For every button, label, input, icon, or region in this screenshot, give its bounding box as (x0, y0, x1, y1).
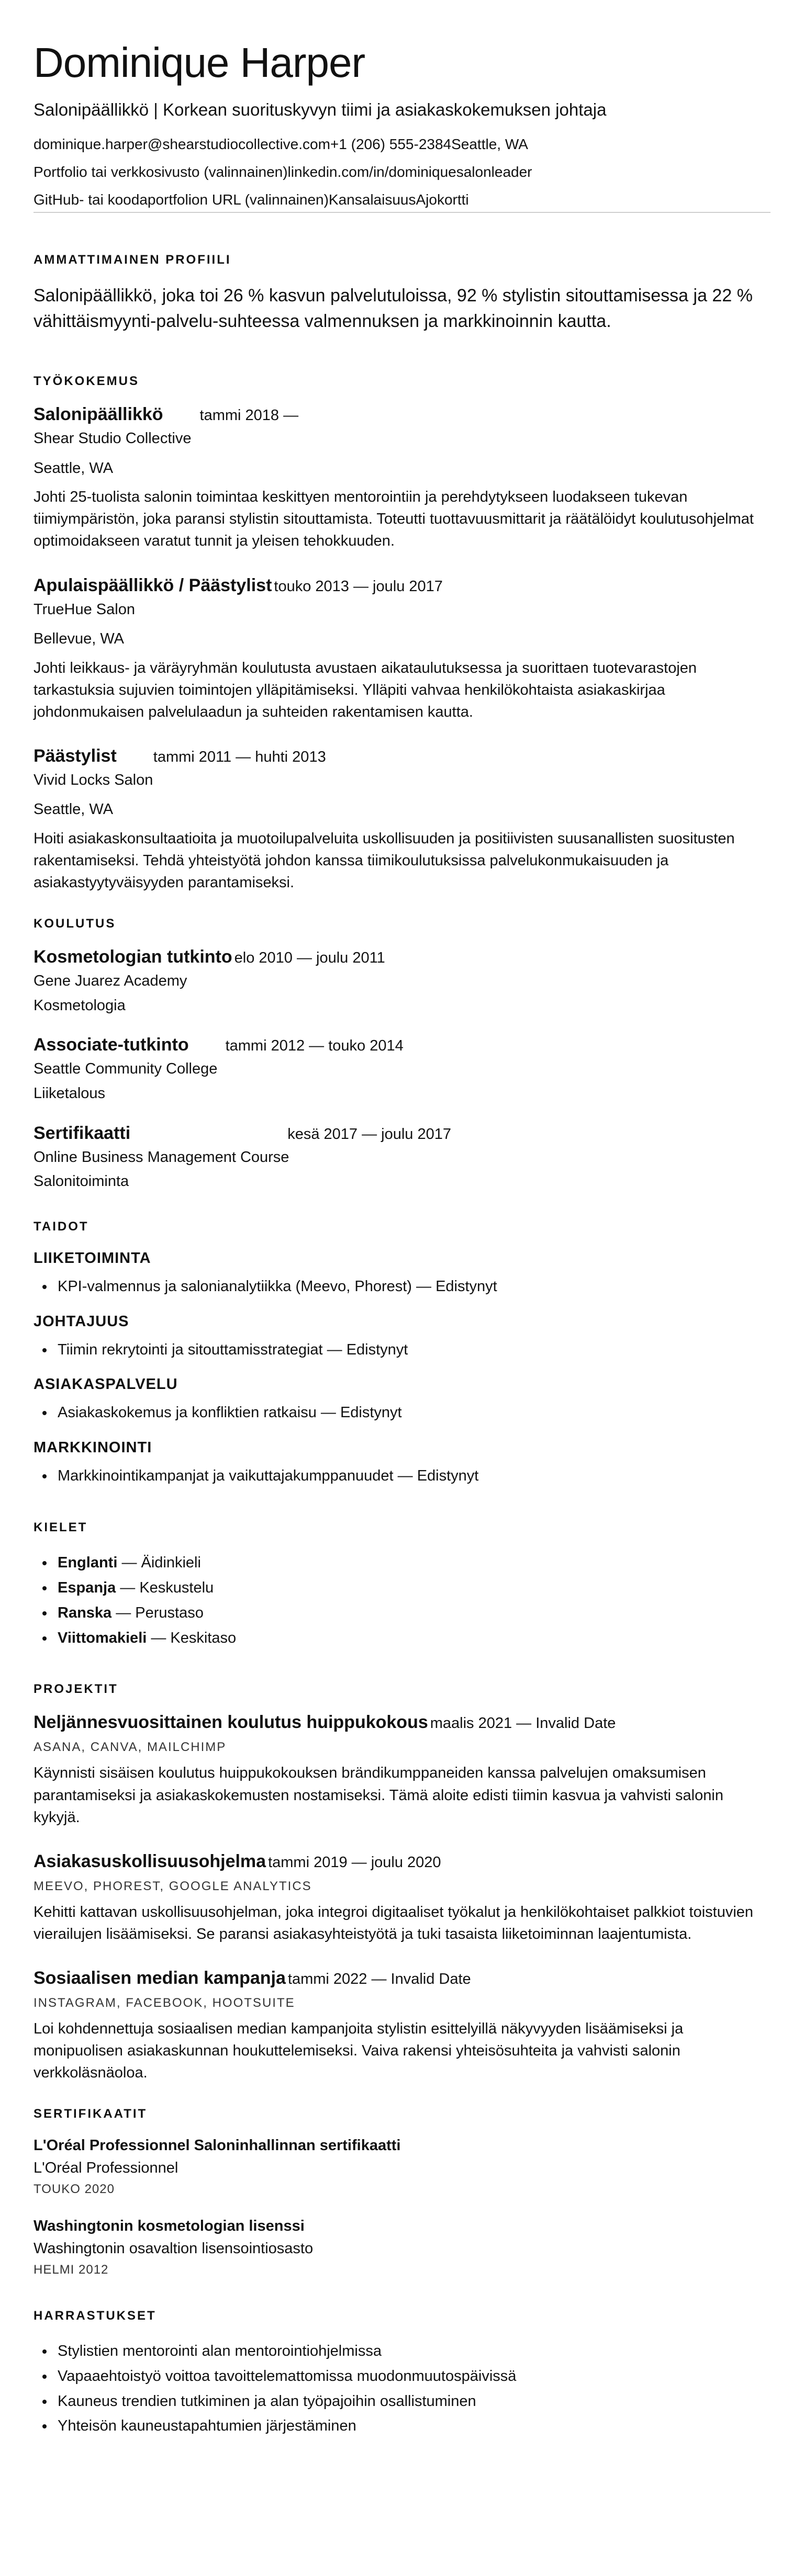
contact-line-github: GitHub- tai koodaportfolion URL (valinnainen)KansalaisuusAjokortti (34, 191, 469, 208)
project-date: tammi 2022 — Invalid Date (287, 1970, 471, 1987)
skill-item: • Markkinointikampanjat ja vaikuttajakumppanuudet — Edistynyt (54, 1464, 770, 1489)
contact-line-portfolio: Portfolio tai verkkosivusto (valinnainen)linkedin.com/in/dominiquesalonleader (34, 163, 532, 180)
hobby-list (34, 2339, 770, 2439)
language-name: Englanti (58, 1554, 118, 1572)
project-tech: ASANA, CANVA, MAILCHIMP (34, 1740, 227, 1755)
education-degree: Associate-tutkinto (34, 1035, 189, 1055)
certification-entry (34, 2218, 770, 2277)
section-title-languages: KIELET (34, 1520, 88, 1535)
project-list (34, 1712, 770, 2083)
header-divider (34, 212, 770, 213)
education-field: Salonitoiminta (34, 1173, 129, 1190)
education-field: Liiketalous (34, 1084, 106, 1102)
language-name: Viittomakieli (58, 1629, 147, 1646)
education-field: Kosmetologia (34, 997, 126, 1014)
skill-category: ASIAKASPALVELU (34, 1376, 178, 1393)
education-entry (34, 1035, 770, 1104)
education-school: Online Business Management Course (34, 1148, 289, 1166)
education-school: Gene Juarez Academy (34, 973, 187, 990)
education-entry (34, 1123, 770, 1192)
project-tech: MEEVO, PHOREST, GOOGLE ANALYTICS (34, 1879, 312, 1893)
project-name: Sosiaalisen median kampanja (34, 1968, 286, 1988)
certification-issuer: L'Oréal Professionnel (34, 2159, 178, 2176)
certification-date: HELMI 2012 (34, 2262, 109, 2277)
hobby-item: • Stylistien mentorointi alan mentorointiohjelmissa (54, 2339, 770, 2364)
hobby-item: • Vapaaehtoistyö voittoa tavoittelemattomissa muodonmuutospäivissä (54, 2364, 770, 2389)
language-item (54, 1601, 770, 1626)
hobby-item: • Yhteisön kauneustapahtumien järjestäminen (54, 2414, 770, 2439)
project-entry (34, 1851, 770, 1945)
experience-company: TrueHue Salon (34, 601, 135, 618)
skill-item: • KPI-valmennus ja salonianalytiikka (Meevo, Phorest) — Edistynyt (54, 1274, 770, 1300)
education-date: kesä 2017 — joulu 2017 (287, 1125, 451, 1143)
experience-description: Hoiti asiakaskonsultaatioita ja muotoilupalveluita uskollisuuden ja positiivisten suusanallisten suositusten rakentamiseksi. Tehdä yhteistyötä johdon kanssa tiimikoulutuksissa palvelukonmukaisuuden ja asiakastyytyväisyyden parantamiseksi. (34, 830, 735, 891)
project-entry (34, 1712, 770, 1828)
section-title-profile: AMMATTIMAINEN PROFIILI (34, 252, 231, 267)
certification-entry (34, 2137, 770, 2197)
project-date: tammi 2019 — joulu 2020 (268, 1854, 441, 1871)
experience-location: Seattle, WA (34, 801, 114, 818)
skills-list (34, 1250, 770, 1489)
project-name: Neljännesvuosittainen koulutus huippukokous (34, 1712, 428, 1733)
certification-date: TOUKO 2020 (34, 2182, 115, 2196)
language-name: Espanja (58, 1579, 116, 1596)
experience-entry (34, 575, 770, 723)
education-list (34, 947, 770, 1192)
skill-category: JOHTAJUUS (34, 1313, 129, 1330)
education-degree: Kosmetologian tutkinto (34, 947, 232, 967)
candidate-subtitle: Salonipäällikkö | Korkean suorituskyvyn tiimi ja asiakaskokemuksen johtaja (34, 100, 607, 119)
skill-category: MARKKINOINTI (34, 1439, 152, 1456)
contact-line-email-phone-location: dominique.harper@shearstudiocollective.com+1 (206) 555-2384Seattle, WA (34, 135, 528, 152)
language-item (54, 1551, 770, 1576)
experience-description: Johti leikkaus- ja väräyryhmän koulutusta avustaen aikataulutuksessa ja suorittaen tuotevarastojen tarkastuksia sujuvien toimintojen ylläpitämiseksi. Ylläpiti vahvaa henkilökohtaista asiakaskirjaa johdonmukaisen palvelulaadun ja suhteiden rakentamisen kautta. (34, 659, 697, 720)
certification-name: L'Oréal Professionnel Saloninhallinnan sertifikaatti (34, 2137, 401, 2154)
candidate-name: Dominique Harper (34, 39, 365, 86)
project-tech: INSTAGRAM, FACEBOOK, HOOTSUITE (34, 1995, 295, 2010)
experience-role: Salonipäällikkö (34, 404, 163, 425)
skill-category: LIIKETOIMINTA (34, 1249, 151, 1267)
language-item (54, 1576, 770, 1601)
project-date: maalis 2021 — Invalid Date (430, 1715, 616, 1732)
language-level: — Keskitaso (147, 1629, 237, 1646)
section-title-projects: PROJEKTIT (34, 1682, 118, 1697)
education-date: tammi 2012 — touko 2014 (225, 1037, 404, 1055)
education-date: elo 2010 — joulu 2011 (234, 950, 385, 967)
project-name: Asiakasuskollisuusohjelma (34, 1851, 266, 1871)
education-entry (34, 947, 770, 1016)
language-list (34, 1551, 770, 1651)
skill-item: • Tiimin rekrytointi ja sitouttamisstrategiat — Edistynyt (54, 1338, 770, 1363)
project-description: Kehitti kattavan uskollisuusohjelman, joka integroi digitaaliset työkalut ja henkilökohtaiset palkkiot toistuvien vierailujen lisäämiseksi. Se paransi asiakasyhteistyötä ja tuki tasaista liiketoiminnan laajentumista. (34, 1903, 754, 1942)
certification-list (34, 2137, 770, 2277)
project-description: Loi kohdennettuja sosiaalisen median kampanjoita stylistin esittelyillä näkyvyyden lisäämiseksi ja monipuolisen asiakaskunnan houkuttelemiseksi. Vaiva rakensi yhteisösuhteita ja vahvisti salonin verkkoläsnäoloa. (34, 2020, 684, 2081)
experience-location: Bellevue, WA (34, 630, 124, 648)
language-level: — Keskustelu (116, 1579, 214, 1596)
project-entry (34, 1968, 770, 2084)
experience-description: Johti 25-tuolista salonin toimintaa keskittyen mentorointiin ja perehdytykseen luodakseen tukevan tiimiympäristön, joka paransi stylistin sitouttamista. Toteutti tuottavuusmittarit ja räätälöidyt koulutusohjelmat optimoidakseen varatut tunnit ja yleisen tehokkuuden. (34, 489, 754, 550)
experience-company: Shear Studio Collective (34, 430, 192, 447)
experience-list (34, 404, 770, 894)
experience-role: Päästylist (34, 745, 117, 766)
skill-item: • Asiakaskokemus ja konfliktien ratkaisu — Edistynyt (54, 1400, 770, 1426)
experience-date: tammi 2011 — huhti 2013 (153, 748, 326, 765)
section-title-hobbies: HARRASTUKSET (34, 2308, 157, 2323)
profile-summary: Salonipäällikkö, joka toi 26 % kasvun palvelutuloissa, 92 % stylistin sitouttamisessa ja 22 % vähittäismyynti-palvelu-suhteessa valmennuksen ja markkinoinnin kautta. (34, 285, 753, 331)
experience-date: touko 2013 — joulu 2017 (274, 578, 443, 595)
language-level: — Perustaso (111, 1604, 204, 1621)
experience-entry (34, 746, 770, 894)
experience-date: tammi 2018 — (199, 407, 299, 424)
experience-location: Seattle, WA (34, 459, 114, 477)
experience-role: Apulaispäällikkö / Päästylist (34, 575, 272, 595)
section-title-experience: TYÖKOKEMUS (34, 374, 140, 389)
project-description: Käynnisti sisäisen koulutus huippukokouksen brändikumppaneiden kanssa palvelujen omaksumisen parantamiseksi ja asiakaskokemusten nostamiseksi. Tämä aloite edisti tiimin kasvua ja vahvisti salonin kykyjä. (34, 1765, 723, 1826)
certification-issuer: Washingtonin osavaltion lisensointiosasto (34, 2240, 314, 2257)
section-title-education: KOULUTUS (34, 917, 116, 931)
language-item (54, 1626, 770, 1651)
experience-company: Vivid Locks Salon (34, 771, 153, 788)
certification-name: Washingtonin kosmetologian lisenssi (34, 2217, 305, 2234)
hobby-item: • Kauneus trendien tutkiminen ja alan työpajoihin osallistuminen (54, 2389, 770, 2414)
language-name: Ranska (58, 1604, 112, 1621)
experience-entry (34, 404, 770, 552)
section-title-certifications: SERTIFIKAATIT (34, 2106, 148, 2121)
education-degree: Sertifikaatti (34, 1123, 131, 1143)
section-title-skills: TAIDOT (34, 1219, 89, 1234)
education-school: Seattle Community College (34, 1060, 218, 1078)
language-level: — Äidinkieli (117, 1554, 201, 1572)
